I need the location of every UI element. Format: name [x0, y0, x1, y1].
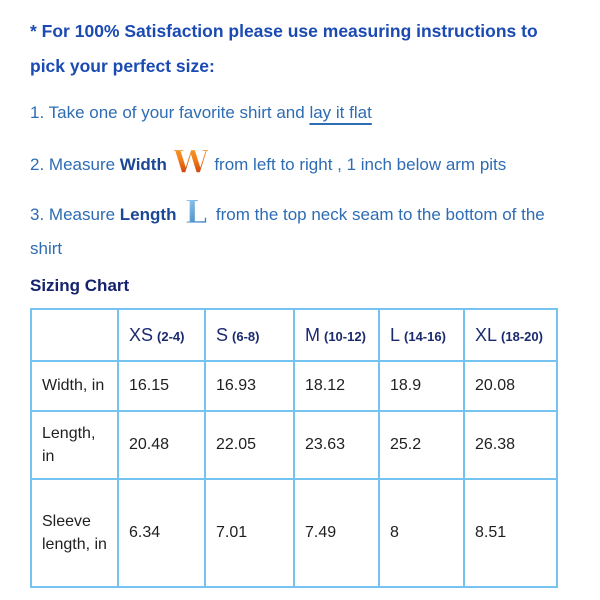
sleeve-s-value: 7.01	[205, 479, 294, 587]
width-keyword: Width	[119, 155, 167, 174]
length-letter-icon	[183, 191, 209, 231]
satisfaction-note: * For 100% Satisfaction please use measuring instructions to pick your perfect size:	[30, 21, 538, 76]
row-label: Length, in	[31, 411, 118, 479]
sleeve-l-value: 8	[379, 479, 464, 587]
step-text: Measure	[48, 155, 116, 174]
step-number: 1.	[30, 103, 45, 122]
sleeve-length-row	[31, 479, 557, 587]
instruction-step-2	[30, 141, 578, 182]
size-label: S	[216, 324, 229, 345]
row-label: Width, in	[31, 361, 118, 411]
sleeve-xs-value: 6.34	[118, 479, 205, 587]
length-keyword: Length	[119, 205, 177, 224]
width-l-value: 18.9	[379, 361, 464, 411]
row-label: Sleeve length, in	[31, 479, 118, 587]
sizing-table	[30, 308, 558, 588]
width-xs-value: 16.15	[118, 361, 205, 411]
length-s-value: 22.05	[205, 411, 294, 479]
width-s-value: 16.93	[205, 361, 294, 411]
step-text: from the top neck seam to the bottom of the shirt	[30, 205, 545, 258]
measuring-instructions	[30, 96, 578, 266]
corner-cell	[31, 309, 118, 361]
length-xs-value: 20.48	[118, 411, 205, 479]
size-label: XL	[475, 324, 498, 345]
sizing-chart-title: Sizing Chart	[30, 276, 130, 295]
size-range: (14-16)	[404, 328, 446, 344]
width-letter-icon	[174, 141, 208, 181]
svg-text:W: W	[173, 143, 208, 181]
size-range: (2-4)	[157, 328, 185, 344]
size-range: (10-12)	[324, 328, 366, 344]
sleeve-m-value: 7.49	[294, 479, 379, 587]
size-label: L	[390, 324, 401, 345]
length-xl-value: 26.38	[464, 411, 557, 479]
sleeve-xl-value: 8.51	[464, 479, 557, 587]
step-text: Measure	[48, 205, 116, 224]
size-label: M	[305, 324, 320, 345]
length-m-value: 23.63	[294, 411, 379, 479]
size-label: XS	[129, 324, 154, 345]
instruction-step-3	[30, 191, 578, 266]
instruction-step-1	[30, 96, 578, 130]
svg-text:L: L	[184, 193, 208, 231]
lay-it-flat-underlined-text: lay it flat	[309, 103, 372, 122]
column-header-xl	[464, 309, 557, 361]
width-m-value: 18.12	[294, 361, 379, 411]
length-l-value: 25.2	[379, 411, 464, 479]
step-number: 3.	[30, 205, 45, 224]
column-header-l	[379, 309, 464, 361]
column-header-s	[205, 309, 294, 361]
size-range: (6-8)	[232, 328, 260, 344]
column-header-m	[294, 309, 379, 361]
step-number: 2.	[30, 155, 45, 174]
column-header-xs	[118, 309, 205, 361]
step-text: Take one of your favorite shirt and	[48, 103, 305, 122]
size-range: (18-20)	[501, 328, 543, 344]
length-row	[31, 411, 557, 479]
step-text: from left to right , 1 inch below arm pits	[214, 155, 507, 174]
width-xl-value: 20.08	[464, 361, 557, 411]
width-row	[31, 361, 557, 411]
size-header-row	[31, 309, 557, 361]
